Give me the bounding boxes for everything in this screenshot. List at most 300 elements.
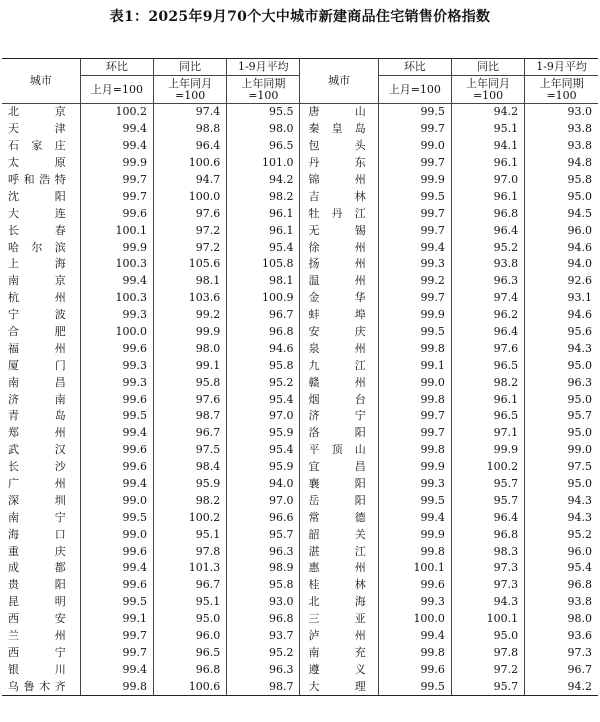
mom-value-right: 99.6 (378, 661, 451, 678)
mom-value-right: 99.7 (378, 205, 451, 222)
yoy-value-left: 98.7 (153, 408, 226, 425)
table-row (2, 526, 598, 543)
yoy-value-left: 95.1 (153, 594, 226, 611)
mom-value-left: 99.4 (80, 138, 153, 155)
avg-value-right: 93.8 (525, 121, 598, 138)
yoy-value-left: 96.7 (153, 425, 226, 442)
mom-value-left: 100.0 (80, 324, 153, 341)
avg-value-right: 95.0 (525, 188, 598, 205)
avg-value-left: 96.3 (227, 543, 300, 560)
avg-value-left: 95.2 (227, 645, 300, 662)
avg-value-right: 93.1 (525, 290, 598, 307)
yoy-value-left: 100.6 (153, 155, 226, 172)
yoy-base-right: 上年同月=100 (451, 76, 524, 104)
yoy-value-right: 97.6 (451, 340, 524, 357)
yoy-header-left: 同比 (153, 59, 226, 76)
avg-value-right: 97.5 (525, 459, 598, 476)
city-name-left: 昆明 (8, 595, 66, 609)
city-name-left: 青岛 (8, 409, 66, 423)
yoy-value-left: 95.9 (153, 476, 226, 493)
city-name-left: 北京 (8, 105, 66, 119)
table-row (2, 509, 598, 526)
yoy-value-right: 95.0 (451, 628, 524, 645)
mom-value-right: 99.3 (378, 594, 451, 611)
avg-value-right: 95.6 (525, 324, 598, 341)
city-name-right: 金华 (300, 290, 378, 307)
city-name-right: 吉林 (300, 188, 378, 205)
table-row (2, 188, 598, 205)
yoy-value-right: 96.4 (451, 222, 524, 239)
yoy-value-right: 99.9 (451, 442, 524, 459)
mom-value-right: 99.5 (378, 188, 451, 205)
city-name-left: 兰州 (8, 629, 66, 643)
avg-value-left: 95.2 (227, 374, 300, 391)
yoy-value-left: 97.8 (153, 543, 226, 560)
table-row (2, 425, 598, 442)
avg-value-left: 96.6 (227, 509, 300, 526)
avg-value-left: 98.0 (227, 121, 300, 138)
yoy-value-right: 100.1 (451, 611, 524, 628)
city-name-left: 厦门 (8, 358, 66, 372)
avg-value-right: 94.3 (525, 492, 598, 509)
avg-header-left: 1-9月平均 (227, 59, 300, 76)
city-name-right: 丹东 (300, 155, 378, 172)
yoy-value-right: 95.1 (451, 121, 524, 138)
mom-value-left: 99.0 (80, 492, 153, 509)
city-name-right: 洛阳 (300, 425, 378, 442)
mom-value-left: 99.0 (80, 526, 153, 543)
city-name-left: 广州 (8, 477, 66, 491)
city-name-left: 南京 (8, 274, 66, 288)
table-row (2, 172, 598, 189)
avg-value-left: 95.8 (227, 357, 300, 374)
avg-value-left: 93.0 (227, 594, 300, 611)
city-name-right: 包头 (300, 138, 378, 155)
yoy-value-left: 96.5 (153, 645, 226, 662)
city-name-right: 北海 (300, 594, 378, 611)
yoy-value-left: 97.4 (153, 104, 226, 121)
table-row (2, 594, 598, 611)
yoy-value-right: 96.1 (451, 188, 524, 205)
mom-header-right: 环比 (378, 59, 451, 76)
mom-value-right: 99.4 (378, 628, 451, 645)
mom-value-left: 99.8 (80, 678, 153, 695)
table-row (2, 205, 598, 222)
yoy-value-right: 95.7 (451, 476, 524, 493)
city-name-left: 宁波 (8, 308, 66, 322)
mom-value-left: 99.5 (80, 509, 153, 526)
avg-value-left: 95.8 (227, 577, 300, 594)
yoy-value-right: 96.4 (451, 509, 524, 526)
mom-value-left: 99.6 (80, 205, 153, 222)
yoy-value-left: 95.0 (153, 611, 226, 628)
mom-value-left: 99.9 (80, 239, 153, 256)
mom-value-right: 99.8 (378, 543, 451, 560)
yoy-value-left: 97.6 (153, 391, 226, 408)
city-name-right: 惠州 (300, 560, 378, 577)
city-name-left: 大连 (8, 206, 66, 220)
yoy-value-right: 95.2 (451, 239, 524, 256)
avg-value-right: 96.0 (525, 543, 598, 560)
city-name-left: 济南 (8, 392, 66, 406)
avg-value-right: 95.8 (525, 172, 598, 189)
yoy-value-right: 97.3 (451, 560, 524, 577)
yoy-value-right: 96.5 (451, 357, 524, 374)
mom-value-left: 99.7 (80, 172, 153, 189)
yoy-value-left: 96.0 (153, 628, 226, 645)
avg-value-left: 95.9 (227, 459, 300, 476)
city-name-right: 唐山 (300, 104, 378, 121)
city-name-right: 平顶山 (300, 442, 378, 459)
mom-value-left: 99.5 (80, 408, 153, 425)
city-name-left: 呼和浩特 (8, 173, 66, 186)
mom-value-right: 99.9 (378, 526, 451, 543)
mom-value-right: 99.7 (378, 425, 451, 442)
yoy-value-left: 98.4 (153, 459, 226, 476)
table-row (2, 256, 598, 273)
mom-value-left: 99.4 (80, 121, 153, 138)
avg-value-right: 95.0 (525, 391, 598, 408)
mom-value-right: 99.0 (378, 138, 451, 155)
avg-value-left: 95.4 (227, 391, 300, 408)
avg-value-left: 98.2 (227, 188, 300, 205)
table-row (2, 357, 598, 374)
avg-value-right: 94.6 (525, 239, 598, 256)
city-name-right: 秦皇岛 (300, 121, 378, 138)
city-name-right: 襄阳 (300, 476, 378, 493)
avg-value-right: 95.0 (525, 425, 598, 442)
mom-value-left: 99.6 (80, 543, 153, 560)
table-row (2, 273, 598, 290)
mom-value-left: 99.4 (80, 560, 153, 577)
yoy-value-left: 100.2 (153, 509, 226, 526)
city-name-left: 长春 (8, 223, 66, 237)
table-row (2, 307, 598, 324)
avg-value-right: 96.0 (525, 222, 598, 239)
yoy-value-right: 97.4 (451, 290, 524, 307)
table-row (2, 661, 598, 678)
city-name-right: 湛江 (300, 543, 378, 560)
avg-value-left: 95.9 (227, 425, 300, 442)
avg-value-right: 96.7 (525, 661, 598, 678)
mom-value-left: 99.4 (80, 661, 153, 678)
avg-value-right: 95.2 (525, 526, 598, 543)
mom-value-left: 99.6 (80, 459, 153, 476)
mom-value-left: 99.4 (80, 425, 153, 442)
avg-value-right: 99.0 (525, 442, 598, 459)
mom-value-left: 99.3 (80, 357, 153, 374)
mom-value-right: 99.7 (378, 155, 451, 172)
table-row (2, 104, 598, 121)
yoy-value-right: 96.8 (451, 205, 524, 222)
yoy-value-left: 96.8 (153, 661, 226, 678)
avg-value-right: 93.8 (525, 138, 598, 155)
avg-value-left: 94.6 (227, 340, 300, 357)
avg-value-right: 94.3 (525, 509, 598, 526)
city-name-right: 牡丹江 (300, 205, 378, 222)
avg-value-right: 97.3 (525, 645, 598, 662)
mom-value-right: 99.5 (378, 104, 451, 121)
city-name-right: 温州 (300, 273, 378, 290)
mom-value-left: 99.3 (80, 307, 153, 324)
city-name-left: 银川 (8, 662, 66, 676)
city-name-left: 长沙 (8, 460, 66, 474)
table-row (2, 476, 598, 493)
city-name-left: 石家庄 (8, 139, 66, 153)
city-name-right: 南充 (300, 645, 378, 662)
yoy-value-right: 94.2 (451, 104, 524, 121)
mom-value-left: 99.6 (80, 391, 153, 408)
avg-value-right: 95.0 (525, 476, 598, 493)
table-row (2, 628, 598, 645)
city-name-left: 哈尔滨 (8, 240, 66, 254)
mom-value-left: 99.9 (80, 155, 153, 172)
yoy-value-right: 96.1 (451, 155, 524, 172)
avg-value-right: 95.0 (525, 357, 598, 374)
yoy-value-left: 101.3 (153, 560, 226, 577)
mom-value-left: 99.6 (80, 340, 153, 357)
mom-base-left: 上月=100 (80, 76, 153, 104)
mom-value-right: 99.7 (378, 222, 451, 239)
avg-value-right: 96.8 (525, 577, 598, 594)
city-name-right: 岳阳 (300, 492, 378, 509)
table-row (2, 340, 598, 357)
city-name-right: 三亚 (300, 611, 378, 628)
city-name-left: 西安 (8, 612, 66, 626)
yoy-value-left: 96.4 (153, 138, 226, 155)
city-name-right: 扬州 (300, 256, 378, 273)
mom-header-left: 环比 (80, 59, 153, 76)
avg-value-right: 94.6 (525, 307, 598, 324)
mom-value-left: 99.7 (80, 188, 153, 205)
table-row (2, 577, 598, 594)
yoy-value-left: 98.1 (153, 273, 226, 290)
table-row (2, 459, 598, 476)
city-name-left: 郑州 (8, 426, 66, 440)
avg-value-left: 98.9 (227, 560, 300, 577)
mom-value-right: 99.7 (378, 121, 451, 138)
yoy-value-right: 95.7 (451, 678, 524, 695)
table-row (2, 645, 598, 662)
yoy-value-right: 96.1 (451, 391, 524, 408)
city-name-left: 南宁 (8, 510, 66, 524)
avg-value-left: 96.8 (227, 324, 300, 341)
yoy-value-right: 97.0 (451, 172, 524, 189)
city-name-right: 锦州 (300, 172, 378, 189)
avg-value-left: 96.5 (227, 138, 300, 155)
mom-value-right: 99.1 (378, 357, 451, 374)
city-name-right: 济宁 (300, 408, 378, 425)
yoy-value-right: 96.4 (451, 324, 524, 341)
city-name-right: 九江 (300, 357, 378, 374)
avg-value-right: 94.3 (525, 340, 598, 357)
city-name-right: 韶关 (300, 526, 378, 543)
mom-base-right: 上月=100 (378, 76, 451, 104)
mom-value-left: 99.1 (80, 611, 153, 628)
yoy-value-right: 96.5 (451, 408, 524, 425)
yoy-value-left: 103.6 (153, 290, 226, 307)
avg-value-left: 96.7 (227, 307, 300, 324)
city-name-right: 无锡 (300, 222, 378, 239)
city-header-right: 城市 (300, 59, 378, 104)
avg-value-right: 94.2 (525, 678, 598, 695)
mom-value-right: 99.4 (378, 509, 451, 526)
table-row (2, 222, 598, 239)
mom-value-right: 99.8 (378, 391, 451, 408)
mom-value-right: 100.1 (378, 560, 451, 577)
city-name-right: 蚌埠 (300, 307, 378, 324)
yoy-value-left: 94.7 (153, 172, 226, 189)
mom-value-left: 99.4 (80, 273, 153, 290)
mom-value-left: 100.3 (80, 256, 153, 273)
yoy-value-left: 99.1 (153, 357, 226, 374)
avg-value-left: 97.0 (227, 492, 300, 509)
city-name-left: 西宁 (8, 645, 66, 659)
yoy-value-left: 100.0 (153, 188, 226, 205)
mom-value-right: 99.8 (378, 645, 451, 662)
table-row (2, 121, 598, 138)
table-row (2, 374, 598, 391)
avg-value-left: 93.7 (227, 628, 300, 645)
mom-value-right: 100.0 (378, 611, 451, 628)
avg-value-right: 95.7 (525, 408, 598, 425)
avg-value-right: 92.6 (525, 273, 598, 290)
city-name-left: 贵阳 (8, 578, 66, 592)
avg-value-right: 93.6 (525, 628, 598, 645)
city-name-right: 安庆 (300, 324, 378, 341)
yoy-value-left: 95.8 (153, 374, 226, 391)
city-name-right: 泸州 (300, 628, 378, 645)
avg-value-left: 98.7 (227, 678, 300, 695)
mom-value-right: 99.8 (378, 442, 451, 459)
yoy-value-left: 105.6 (153, 256, 226, 273)
yoy-value-left: 98.8 (153, 121, 226, 138)
mom-value-right: 99.7 (378, 408, 451, 425)
yoy-value-right: 100.2 (451, 459, 524, 476)
table-title: 表1：2025年9月70个大中城市新建商品住宅销售价格指数 (109, 9, 491, 25)
city-name-left: 上海 (8, 257, 66, 271)
yoy-value-left: 99.2 (153, 307, 226, 324)
city-name-left: 太原 (8, 156, 66, 170)
city-name-left: 天津 (8, 122, 66, 136)
avg-value-left: 96.1 (227, 205, 300, 222)
table-row (2, 560, 598, 577)
mom-value-right: 99.5 (378, 324, 451, 341)
yoy-value-left: 97.2 (153, 239, 226, 256)
table-row (2, 324, 598, 341)
mom-value-right: 99.3 (378, 476, 451, 493)
avg-value-left: 97.0 (227, 408, 300, 425)
city-name-left: 南昌 (8, 375, 66, 389)
mom-value-left: 99.7 (80, 645, 153, 662)
avg-value-left: 96.1 (227, 222, 300, 239)
yoy-value-left: 95.1 (153, 526, 226, 543)
table-row (2, 155, 598, 172)
city-name-left: 沈阳 (8, 189, 66, 203)
yoy-value-left: 97.6 (153, 205, 226, 222)
yoy-value-right: 97.1 (451, 425, 524, 442)
yoy-value-right: 95.7 (451, 492, 524, 509)
avg-value-left: 96.3 (227, 661, 300, 678)
mom-value-right: 99.8 (378, 340, 451, 357)
yoy-header-right: 同比 (451, 59, 524, 76)
avg-header-right: 1-9月平均 (525, 59, 598, 76)
city-name-left: 重庆 (8, 544, 66, 558)
yoy-value-right: 98.2 (451, 374, 524, 391)
city-name-right: 大理 (300, 678, 378, 695)
city-name-right: 遵义 (300, 661, 378, 678)
city-name-right: 宜昌 (300, 459, 378, 476)
mom-value-left: 100.3 (80, 290, 153, 307)
table-row (2, 442, 598, 459)
yoy-value-right: 96.2 (451, 307, 524, 324)
yoy-base-left: 上年同月=100 (153, 76, 226, 104)
city-name-left: 合肥 (8, 325, 66, 339)
table-body (2, 104, 598, 696)
yoy-value-right: 96.8 (451, 526, 524, 543)
yoy-value-left: 97.5 (153, 442, 226, 459)
mom-value-right: 99.4 (378, 239, 451, 256)
avg-value-left: 95.4 (227, 239, 300, 256)
yoy-value-left: 96.7 (153, 577, 226, 594)
city-name-right: 徐州 (300, 239, 378, 256)
mom-value-right: 99.7 (378, 290, 451, 307)
table-row (2, 543, 598, 560)
city-name-left: 武汉 (8, 443, 66, 457)
avg-value-right: 95.4 (525, 560, 598, 577)
city-name-left: 深圳 (8, 493, 66, 507)
mom-value-right: 99.9 (378, 307, 451, 324)
yoy-value-right: 94.1 (451, 138, 524, 155)
yoy-value-right: 97.2 (451, 661, 524, 678)
yoy-value-right: 97.8 (451, 645, 524, 662)
table-row (2, 138, 598, 155)
city-name-left: 杭州 (8, 291, 66, 305)
city-name-left: 福州 (8, 341, 66, 355)
table-row (2, 290, 598, 307)
mom-value-left: 99.4 (80, 476, 153, 493)
mom-value-left: 99.3 (80, 374, 153, 391)
mom-value-left: 100.2 (80, 104, 153, 121)
yoy-value-left: 99.9 (153, 324, 226, 341)
avg-value-left: 95.5 (227, 104, 300, 121)
yoy-value-right: 96.3 (451, 273, 524, 290)
table-row (2, 408, 598, 425)
yoy-value-right: 97.3 (451, 577, 524, 594)
avg-value-left: 98.1 (227, 273, 300, 290)
avg-value-right: 94.0 (525, 256, 598, 273)
yoy-value-right: 93.8 (451, 256, 524, 273)
yoy-value-left: 100.6 (153, 678, 226, 695)
avg-value-left: 94.0 (227, 476, 300, 493)
city-name-right: 赣州 (300, 374, 378, 391)
table-row (2, 678, 598, 695)
avg-value-right: 93.0 (525, 104, 598, 121)
mom-value-left: 99.6 (80, 577, 153, 594)
mom-value-right: 99.6 (378, 577, 451, 594)
mom-value-left: 100.1 (80, 222, 153, 239)
mom-value-right: 99.5 (378, 492, 451, 509)
mom-value-left: 99.5 (80, 594, 153, 611)
yoy-value-right: 94.3 (451, 594, 524, 611)
avg-value-left: 95.7 (227, 526, 300, 543)
city-name-right: 烟台 (300, 391, 378, 408)
mom-value-right: 99.3 (378, 256, 451, 273)
avg-value-left: 95.4 (227, 442, 300, 459)
city-name-left: 成都 (8, 561, 66, 575)
mom-value-right: 99.2 (378, 273, 451, 290)
city-name-right: 泉州 (300, 340, 378, 357)
